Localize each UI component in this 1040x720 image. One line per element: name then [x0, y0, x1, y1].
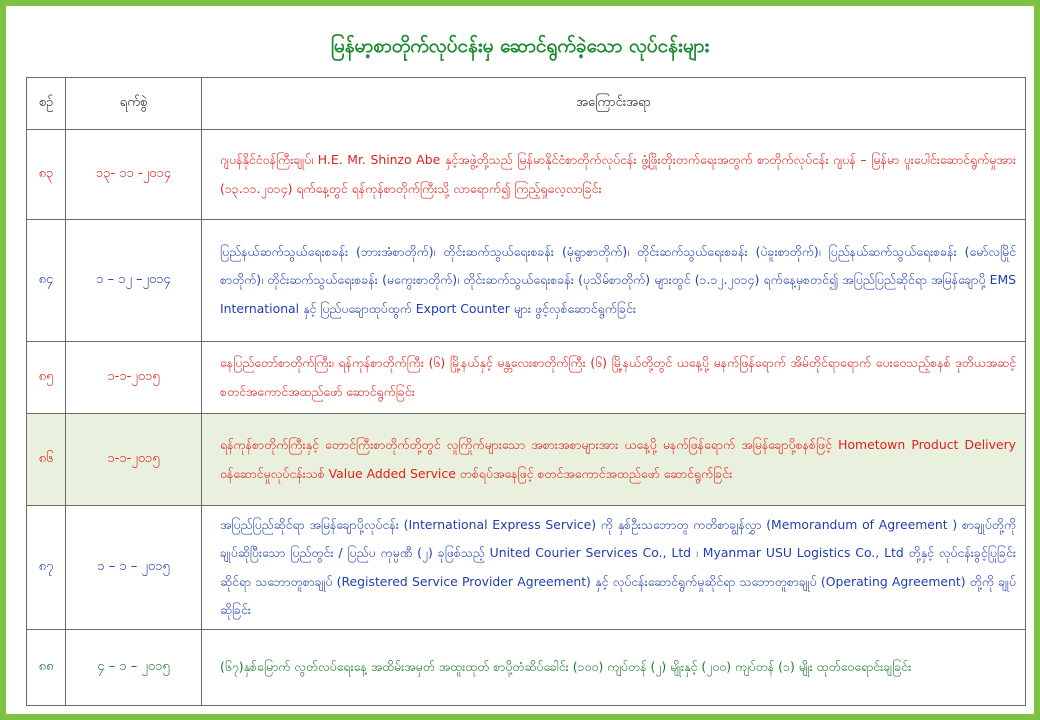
row-description: နေပြည်တော်စာတိုက်ကြီး၊ ရန်ကုန်စာတိုက်ကြီး (၆) မြို့နယ်နှင့် မန္တလေးစာတိုက်ကြီး (၆) မြို့နယ်တို့တွင် ယနေ့ပို့ မနက်ဖြန်ရောက် အိမ်တိုင်ရာရောက် ပေးဝေသည့်စနစ် ဒုတိယအဆင့် စတင်အကောင်အထည်ဖော် ဆောင်ရွက်ခြင်း: [202, 342, 1026, 414]
activities-table: [26, 77, 1026, 706]
row-number: ၈၄: [27, 220, 66, 342]
row-number: ၈၈: [27, 630, 66, 706]
row-date: ၁-၁-၂၀၁၅: [66, 342, 202, 414]
row-date: ၁ – ၁၂ –၂၀၁၄: [66, 220, 202, 342]
header-description: အကြောင်းအရာ: [202, 78, 1026, 130]
table-row: [27, 220, 1026, 342]
table-row: [27, 630, 1026, 706]
table-row: [27, 506, 1026, 630]
row-date: ၁ – ၁ – ၂၀၁၅: [66, 506, 202, 630]
table-header-row: [27, 78, 1026, 130]
row-description: ရန်ကုန်စာတိုက်ကြီးနှင့် တောင်ကြီးစာတိုက်တို့တွင် လူကြိုက်များသော အစားအစာများအား ယနေ့ပို့ မနက်ဖြန်ရောက် အမြန်ချောပို့စနစ်ဖြင့် Hometown Product Delivery ဝန်ဆောင်မှုလုပ်ငန်းသစ် Value Added Service တစ်ရပ်အနေဖြင့် စတင်အကောင်အထည်ဖော် ဆောင်ရွက်ခြင်း: [202, 414, 1026, 506]
row-number: ၈၃: [27, 130, 66, 220]
row-date: ၁-၁-၂၀၁၅: [66, 414, 202, 506]
row-number: ၈၆: [27, 414, 66, 506]
row-description: အပြည်ပြည်ဆိုင်ရာ အမြန်ချောပို့လုပ်ငန်း (International Express Service) ကို နှစ်ဦးသဘောတူ ကတိစာချွန်လွှာ (Memorandum of Agreement ) စာချုပ်တို့ကို ချုပ်ဆိုပြီးသော ပြည်တွင်း / ပြည်ပ ကုမ္ပဏီ (၂) ခုဖြစ်သည့် United Courier Services Co., Ltd ၊ Myanmar USU Logistics Co., Ltd တို့နှင့် လုပ်ငန်းခွင့်ပြုခြင်းဆိုင်ရာ သဘောတူစာချုပ် (Registered Service Provider Agreement) နှင့် လုပ်ငန်းဆောင်ရွက်မှုဆိုင်ရာ သဘောတူစာချုပ် (Operating Agreement) တို့ကို ချုပ်ဆိုခြင်း: [202, 506, 1026, 630]
row-date: ၁၃- ၁၁ -၂၀၁၄: [66, 130, 202, 220]
table-row: [27, 342, 1026, 414]
row-description: ပြည်နယ်ဆက်သွယ်ရေးစခန်း (ဘားအံစာတိုက်)၊ တိုင်းဆက်သွယ်ရေးစခန်း (မုံရွာစာတိုက်)၊ တိုင်းဆက်သွယ်ရေးစခန်း (ပဲခူးစာတိုက်)၊ ပြည်နယ်ဆက်သွယ်ရေးစခန်း (မော်လမြိုင်စာတိုက်)၊ တိုင်းဆက်သွယ်ရေးစခန်း (မကွေးစာတိုက်)၊ တိုင်းဆက်သွယ်ရေးစခန်း (ပုသိမ်စာတိုက်) များတွင် (၁.၁၂.၂၀၁၄) ရက်နေ့မှစတင်၍ အပြည်ပြည်ဆိုင်ရာ အမြန်ချောပို့ EMS International နှင့် ပြည်ပချောထုပ်ထွက် Export Counter များ ဖွင့်လှစ်ဆောင်ရွက်ခြင်း: [202, 220, 1026, 342]
header-date: ရက်စွဲ: [66, 78, 202, 130]
row-number: ၈၅: [27, 342, 66, 414]
row-number: ၈၇: [27, 506, 66, 630]
table-row: [27, 414, 1026, 506]
row-date: ၄ – ၁ – ၂၀၁၅: [66, 630, 202, 706]
page-title: မြန်မာ့စာတိုက်လုပ်ငန်းမှ ဆောင်ရွက်ခဲ့သော လုပ်ငန်းများ: [330, 35, 710, 57]
row-description: (၆၇)နှစ်မြောက် လွတ်လပ်ရေးနေ့ အထိမ်းအမှတ် အထူးထုတ် စာပို့တံဆိပ်ခေါင်း (၁၀၀) ကျပ်တန် (၂) မျိုးနှင့် (၂၀၀) ကျပ်တန် (၁) မျိုး ထုတ်ဝေရောင်းချခြင်း: [202, 630, 1026, 706]
header-no: စဉ်: [27, 78, 66, 130]
row-description: ဂျပန်နိုင်ငံဝန်ကြီးချုပ်၊ H.E. Mr. Shinzo Abe နှင့်အဖွဲ့တို့သည် မြန်မာနိုင်ငံစာတိုက်လုပ်ငန်း ဖွံ့ဖြိုးတိုးတက်ရေးအတွက် စာတိုက်လုပ်ငန်း ဂျပန် – မြန်မာ ပူးပေါင်းဆောင်ရွက်မှုအား (၁၃.၁၁.၂၀၁၄) ရက်နေ့တွင် ရန်ကုန်စာတိုက်ကြီးသို့ လာရောက်၍ ကြည့်ရှုလေ့လာခြင်း: [202, 130, 1026, 220]
table-row: [27, 130, 1026, 220]
